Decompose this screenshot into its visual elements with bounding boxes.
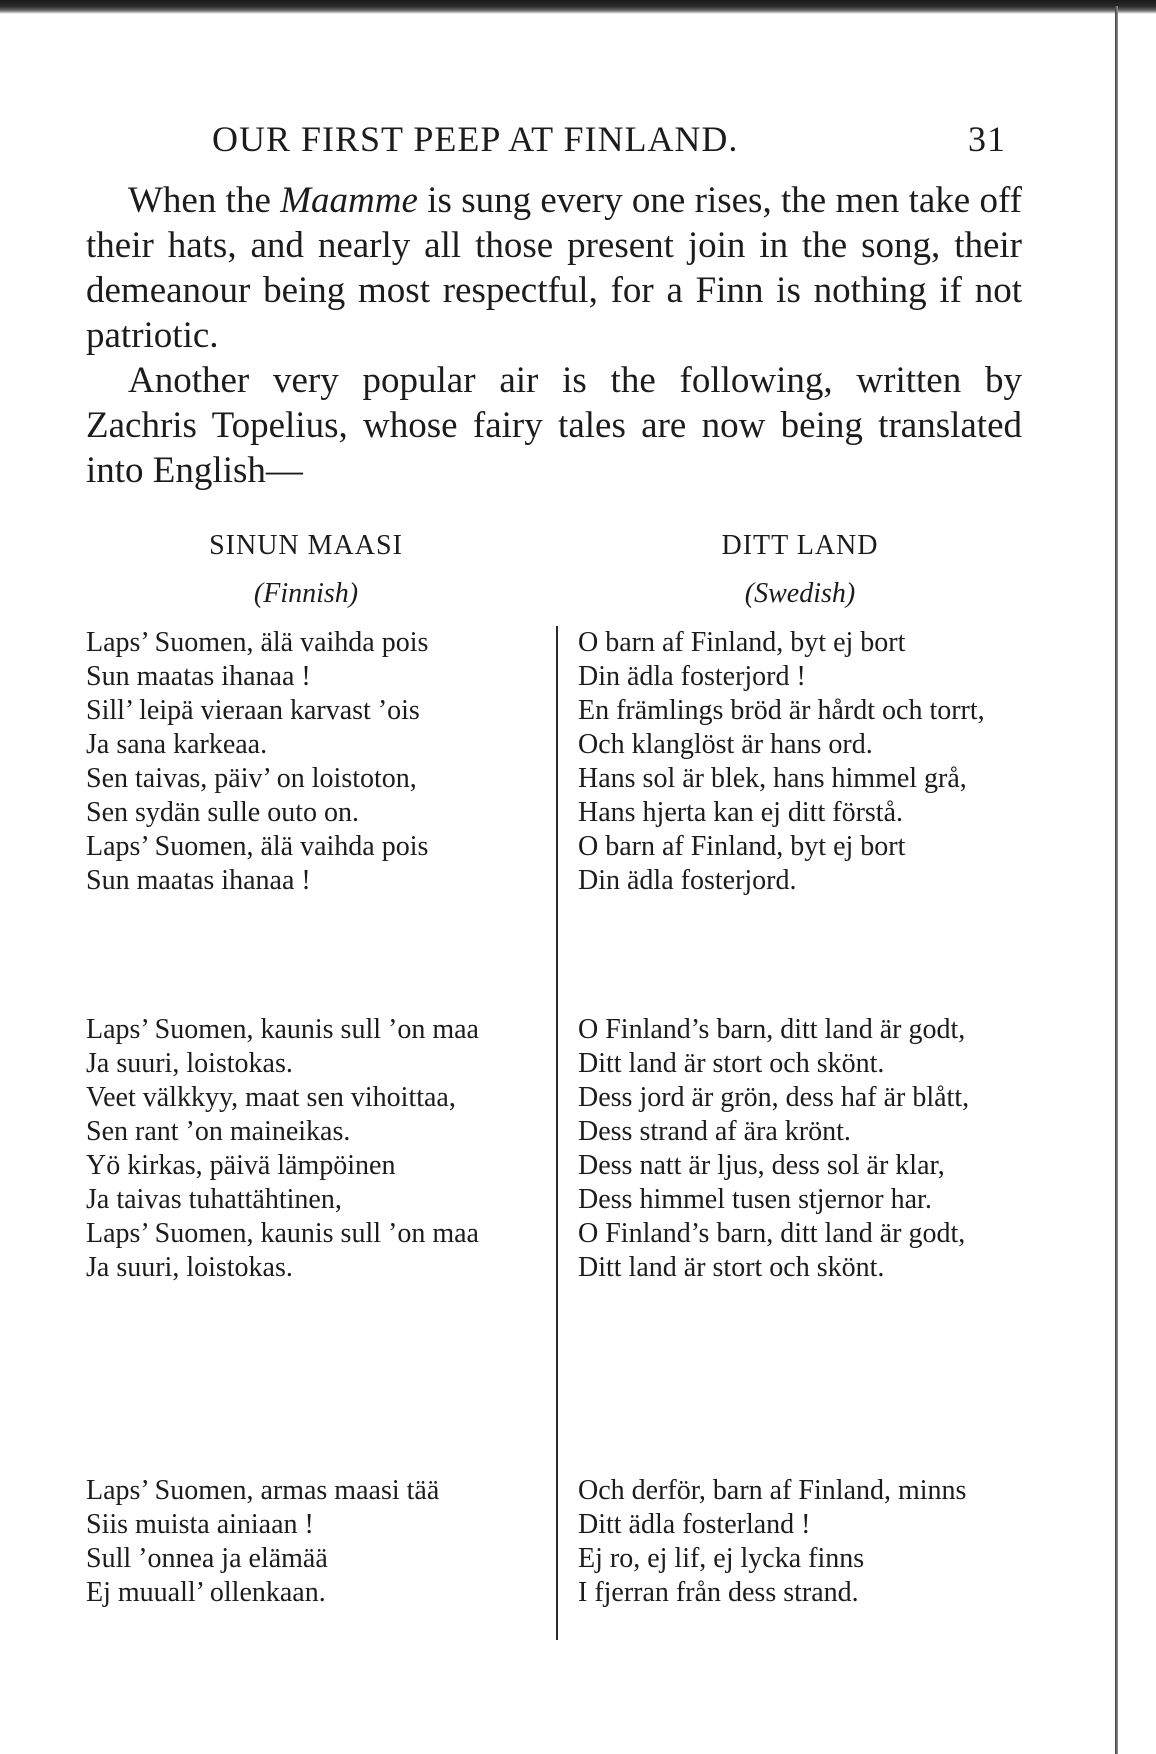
verse-line: Sull ’onnea ja elämää xyxy=(86,1543,328,1574)
verse-line: Och klanglöst är hans ord. xyxy=(578,729,873,760)
verse-line: I fjerran från dess strand. xyxy=(578,1577,859,1608)
running-title: OUR FIRST PEEP AT FINLAND. xyxy=(212,119,739,159)
verse-line: Sill’ leipä vieraan karvast ’ois xyxy=(86,695,420,726)
verse-line: Ja taivas tuhattähtinen, xyxy=(86,1184,342,1215)
verse-line: Siis muista ainiaan ! xyxy=(86,1509,314,1540)
column-divider xyxy=(556,626,558,1640)
verse-line: Sun maatas ihanaa ! xyxy=(86,865,311,896)
verse-line: Sun maatas ihanaa ! xyxy=(86,661,311,692)
paragraph-topelius: Another very popular air is the following, written by Zachris Topelius, whose fairy tales are now being translated into English— xyxy=(86,360,1022,491)
verse-line: O barn af Finland, byt ej bort xyxy=(578,831,906,862)
verse-line: Ja suuri, loistokas. xyxy=(86,1252,293,1283)
verse-line: O Finland’s barn, ditt land är godt, xyxy=(578,1218,966,1249)
finnish-column-heading xyxy=(96,530,516,610)
paragraph-text: is sung every one rises, the men take off their hats, and nearly all those present join in the song, their demeanour being most respectful, for a Finn is nothing if not patriotic. xyxy=(86,180,1022,356)
verse-line: Dess himmel tusen stjernor har. xyxy=(578,1184,932,1215)
page-top-edge xyxy=(0,0,1156,14)
verse-line: Laps’ Suomen, kaunis sull ’on maa xyxy=(86,1218,479,1249)
verse-line: Laps’ Suomen, kaunis sull ’on maa xyxy=(86,1014,479,1045)
verse-line: Ditt land är stort och skönt. xyxy=(578,1252,885,1283)
verse-line: Ja sana karkeaa. xyxy=(86,729,268,760)
verse-line: O barn af Finland, byt ej bort xyxy=(578,627,906,658)
finnish-poem-title: SINUN MAASI xyxy=(209,530,403,561)
finnish-stanza-3 xyxy=(86,1474,548,1610)
paragraph-text: When the xyxy=(128,180,281,221)
verse-line: Hans hjerta kan ej ditt förstå. xyxy=(578,797,904,828)
verse-line: Ditt ädla fosterland ! xyxy=(578,1509,811,1540)
swedish-stanza-1 xyxy=(578,626,1026,898)
finnish-language-label: (Finnish) xyxy=(253,578,359,609)
verse-line: Sen rant ’on maineikas. xyxy=(86,1116,351,1147)
verse-line: O Finland’s barn, ditt land är godt, xyxy=(578,1014,966,1045)
verse-line: Din ädla fosterjord. xyxy=(578,865,797,896)
swedish-column-heading xyxy=(590,530,1010,610)
page-number: 31 xyxy=(968,119,1006,159)
verse-line: Hans sol är blek, hans himmel grå, xyxy=(578,763,967,794)
song-title-maamme: Maamme xyxy=(280,180,418,221)
verse-line: Sen sydän sulle outo on. xyxy=(86,797,359,828)
page-right-edge xyxy=(1115,6,1118,1754)
body-text xyxy=(86,178,1022,493)
verse-line: Din ädla fosterjord ! xyxy=(578,661,806,692)
verse-line: Laps’ Suomen, älä vaihda pois xyxy=(86,831,429,862)
verse-line: Sen taivas, päiv’ on loistoton, xyxy=(86,763,417,794)
swedish-stanza-3 xyxy=(578,1474,1026,1610)
swedish-stanza-2 xyxy=(578,1013,1026,1285)
verse-line: Ej ro, ej lif, ej lycka finns xyxy=(578,1543,865,1574)
verse-line: Yö kirkas, päivä lämpöinen xyxy=(86,1150,396,1181)
verse-line: Laps’ Suomen, armas maasi tää xyxy=(86,1475,440,1506)
paragraph-maamme xyxy=(86,178,1022,358)
finnish-stanza-2 xyxy=(86,1013,548,1285)
verse-line: Ja suuri, loistokas. xyxy=(86,1048,293,1079)
verse-line: Laps’ Suomen, älä vaihda pois xyxy=(86,627,429,658)
verse-line: Ditt land är stort och skönt. xyxy=(578,1048,885,1079)
verse-line: Veet välkkyy, maat sen vihoittaa, xyxy=(86,1082,456,1113)
finnish-stanza-1 xyxy=(86,626,548,898)
verse-line: Dess natt är ljus, dess sol är klar, xyxy=(578,1150,945,1181)
swedish-poem-title: DITT LAND xyxy=(721,530,879,561)
verse-line: Dess jord är grön, dess haf är blått, xyxy=(578,1082,970,1113)
verse-line: Och derför, barn af Finland, minns xyxy=(578,1475,967,1506)
swedish-language-label: (Swedish) xyxy=(744,578,856,609)
verse-line: Dess strand af ära krönt. xyxy=(578,1116,851,1147)
verse-line: En främlings bröd är hårdt och torrt, xyxy=(578,695,985,726)
verse-line: Ej muuall’ ollenkaan. xyxy=(86,1577,326,1608)
